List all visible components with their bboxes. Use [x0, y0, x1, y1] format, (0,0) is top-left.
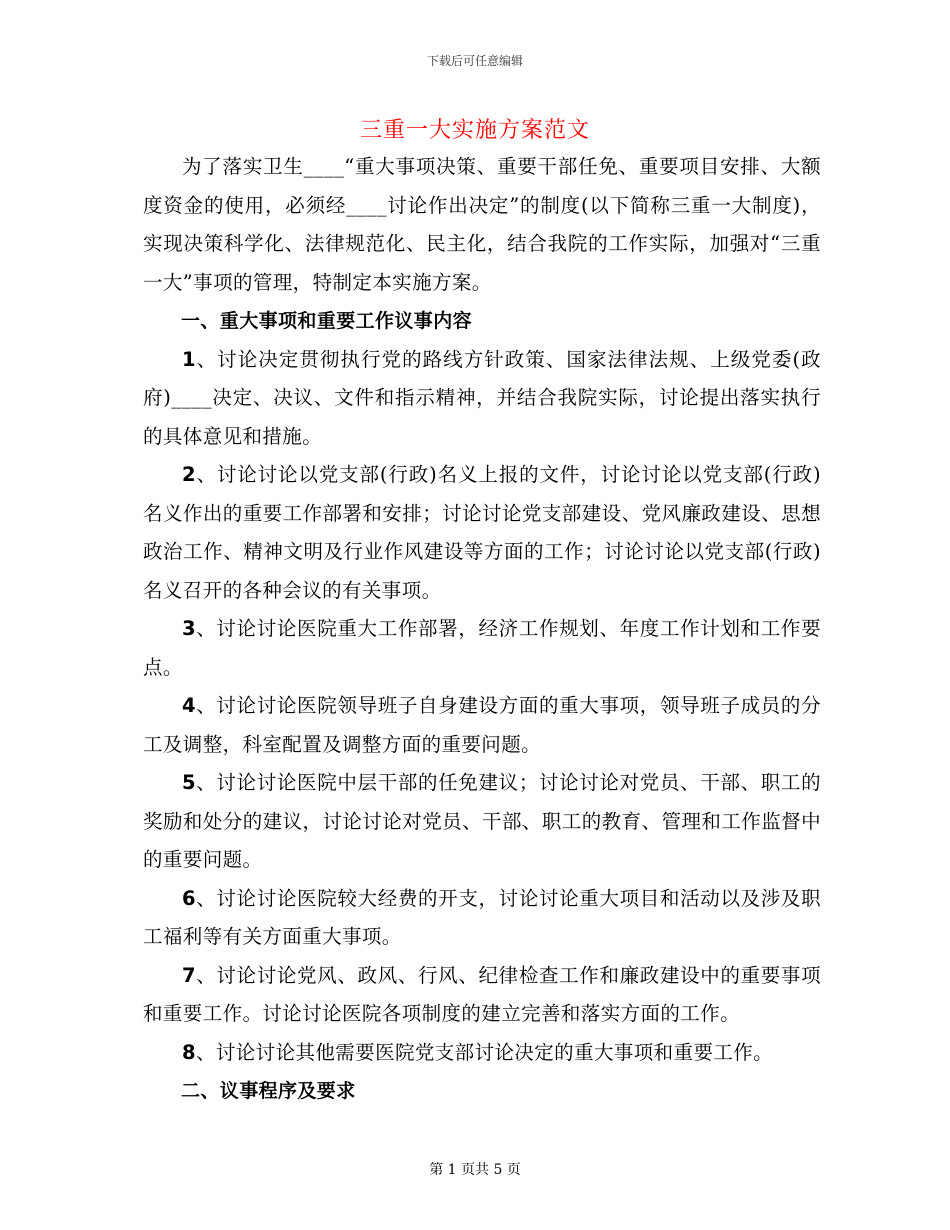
list-item [143, 610, 821, 687]
document-title: 三重一大实施方案范文 [359, 118, 590, 143]
intro-paragraph: 为了落实卫生____“重大事项决策、重要干部任免、重要项目安排、大额度资金的使用，必须经____讨论作出决定”的制度(以下简称三重一大制度)，实现决策科学化、法律规范化、民主化，结合我院的工作实际，加强对“三重一大”事项的管理，特制定本实施方案。 [143, 155, 821, 294]
list-item [143, 764, 821, 880]
item-text: 、讨论讨论医院较大经费的开支，讨论讨论重大项目和活动以及涉及职工福利等有关方面重大事项。 [143, 886, 821, 948]
item-number: 5 [182, 771, 196, 794]
list-item [143, 456, 821, 610]
document-body [143, 148, 821, 1111]
item-number: 4 [182, 694, 196, 717]
item-number: 6 [182, 886, 196, 910]
item-text: 、讨论讨论以党支部(行政)名义上报的文件，讨论讨论以党支部(行政)名义作出的重要工作部署和安排；讨论讨论党支部建设、党风廉政建设、思想政治工作、精神文明及行业作风建设等方面的工作；讨论讨论以党支部(行政)名义召开的各种会议的有关事项。 [143, 463, 821, 602]
item-text: 、讨论讨论医院中层干部的任免建议；讨论讨论对党员、干部、职工的奖励和处分的建议，讨论讨论对党员、干部、职工的教育、管理和工作监督中的重要问题。 [143, 771, 821, 871]
list-item [143, 957, 821, 1034]
item-text: 、讨论讨论党风、政风、行风、纪律检查工作和廉政建设中的重要事项和重要工作。讨论讨论医院各项制度的建立完善和落实方面的工作。 [143, 963, 821, 1025]
list-item [143, 687, 821, 764]
list-item [143, 1034, 821, 1073]
list-item [143, 341, 821, 457]
page-header: 下载后可任意编辑 [426, 54, 523, 68]
item-number: 2 [182, 463, 196, 486]
item-text: 、讨论讨论医院领导班子自身建设方面的重大事项，领导班子成员的分工及调整，科室配置及调整方面的重要问题。 [143, 694, 821, 756]
item-number: 8 [182, 1040, 196, 1064]
item-text: 、讨论讨论其他需要医院党支部讨论决定的重大事项和重要工作。 [195, 1040, 774, 1064]
item-number: 3 [182, 617, 196, 640]
section-1-heading: 一、重大事项和重要工作议事内容 [181, 310, 473, 332]
page-footer: 第 1 页共 5 页 [429, 1162, 521, 1178]
item-number: 1 [182, 347, 196, 371]
list-item [143, 880, 821, 957]
item-number: 7 [182, 963, 196, 987]
item-text: 、讨论决定贯彻执行党的路线方针政策、国家法律法规、上级党委(政府)____决定、决议、文件和指示精神，并结合我院实际，讨论提出落实执行的具体意见和措施。 [143, 347, 821, 448]
section-2-heading: 二、议事程序及要求 [181, 1080, 356, 1102]
item-text: 、讨论讨论医院重大工作部署，经济工作规划、年度工作计划和工作要点。 [143, 617, 821, 679]
